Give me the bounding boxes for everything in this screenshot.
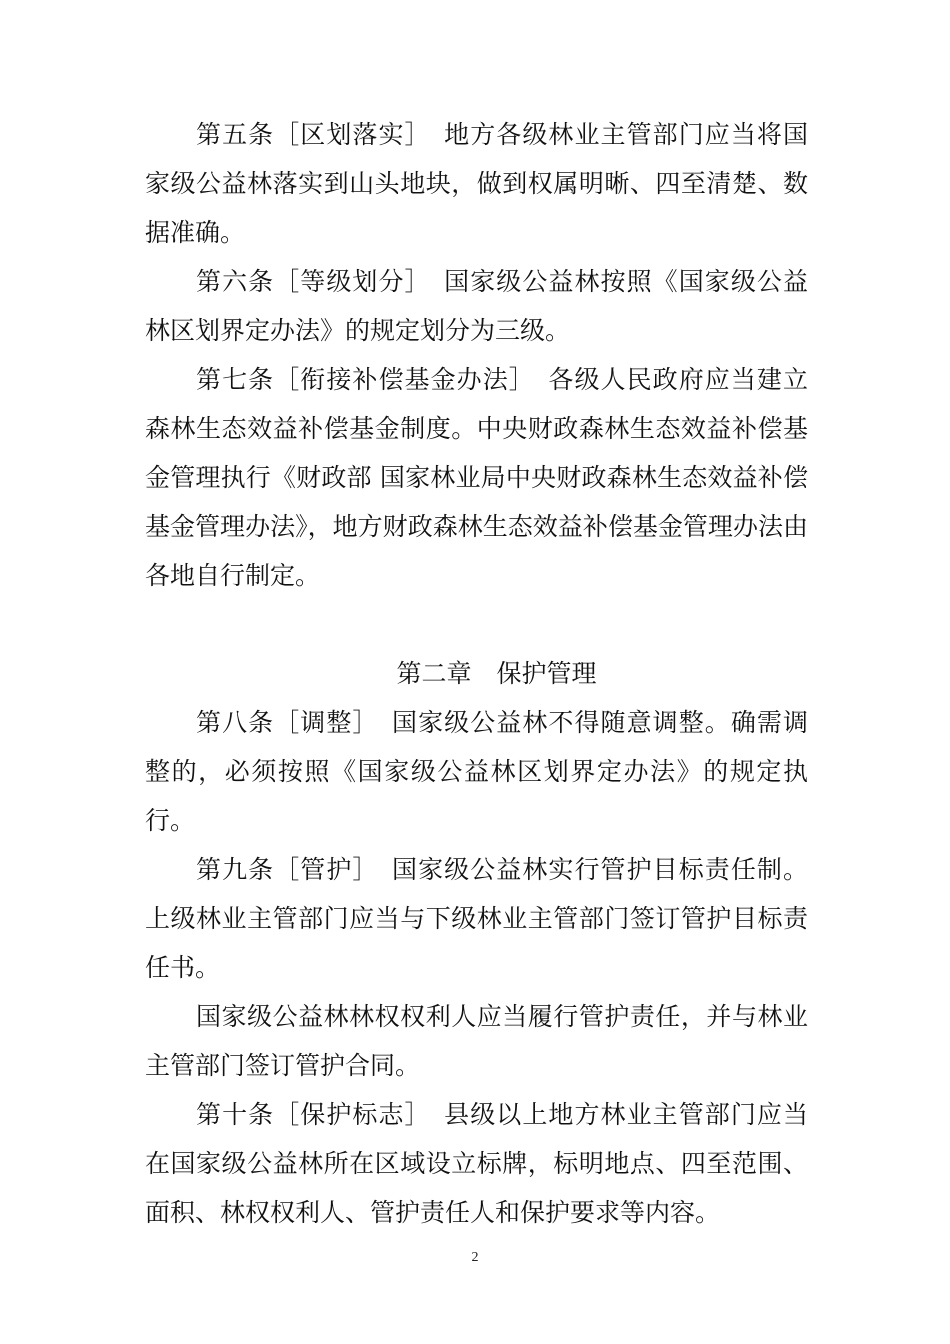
document-body — [145, 110, 808, 1237]
article-8-paragraph: 第八条［调整］ 国家级公益林不得随意调整。确需调整的，必须按照《国家级公益林区划界定办法》的规定执行。 — [145, 708, 808, 835]
article-10-paragraph: 第十条［保护标志］ 县级以上地方林业主管部门应当在国家级公益林所在区域设立标牌，标明地点、四至范围、面积、林权权利人、管护责任人和保护要求等内容。 — [145, 1100, 808, 1227]
article-7-paragraph: 第七条［衔接补偿基金办法］ 各级人民政府应当建立森林生态效益补偿基金制度。中央财政森林生态效益补偿基金管理执行《财政部 国家林业局中央财政森林生态效益补偿基金管理办法》，地方财政森林生态效益补偿基金管理办法由各地自行制定。 — [145, 365, 808, 590]
article-5-paragraph: 第五条［区划落实］ 地方各级林业主管部门应当将国家级公益林落实到山头地块，做到权属明晰、四至清楚、数据准确。 — [145, 120, 808, 247]
article-9-continuation-paragraph: 国家级公益林林权权利人应当履行管护责任，并与林业主管部门签订管护合同。 — [145, 1002, 808, 1080]
section-spacer — [145, 600, 808, 649]
article-9-paragraph: 第九条［管护］ 国家级公益林实行管护目标责任制。上级林业主管部门应当与下级林业主管部门签订管护目标责任书。 — [145, 855, 808, 982]
chapter-title: 第二章 保护管理 — [396, 659, 597, 688]
article-6-paragraph: 第六条［等级划分］ 国家级公益林按照《国家级公益林区划界定办法》的规定划分为三级。 — [145, 267, 808, 345]
page-number: 2 — [471, 1250, 479, 1265]
